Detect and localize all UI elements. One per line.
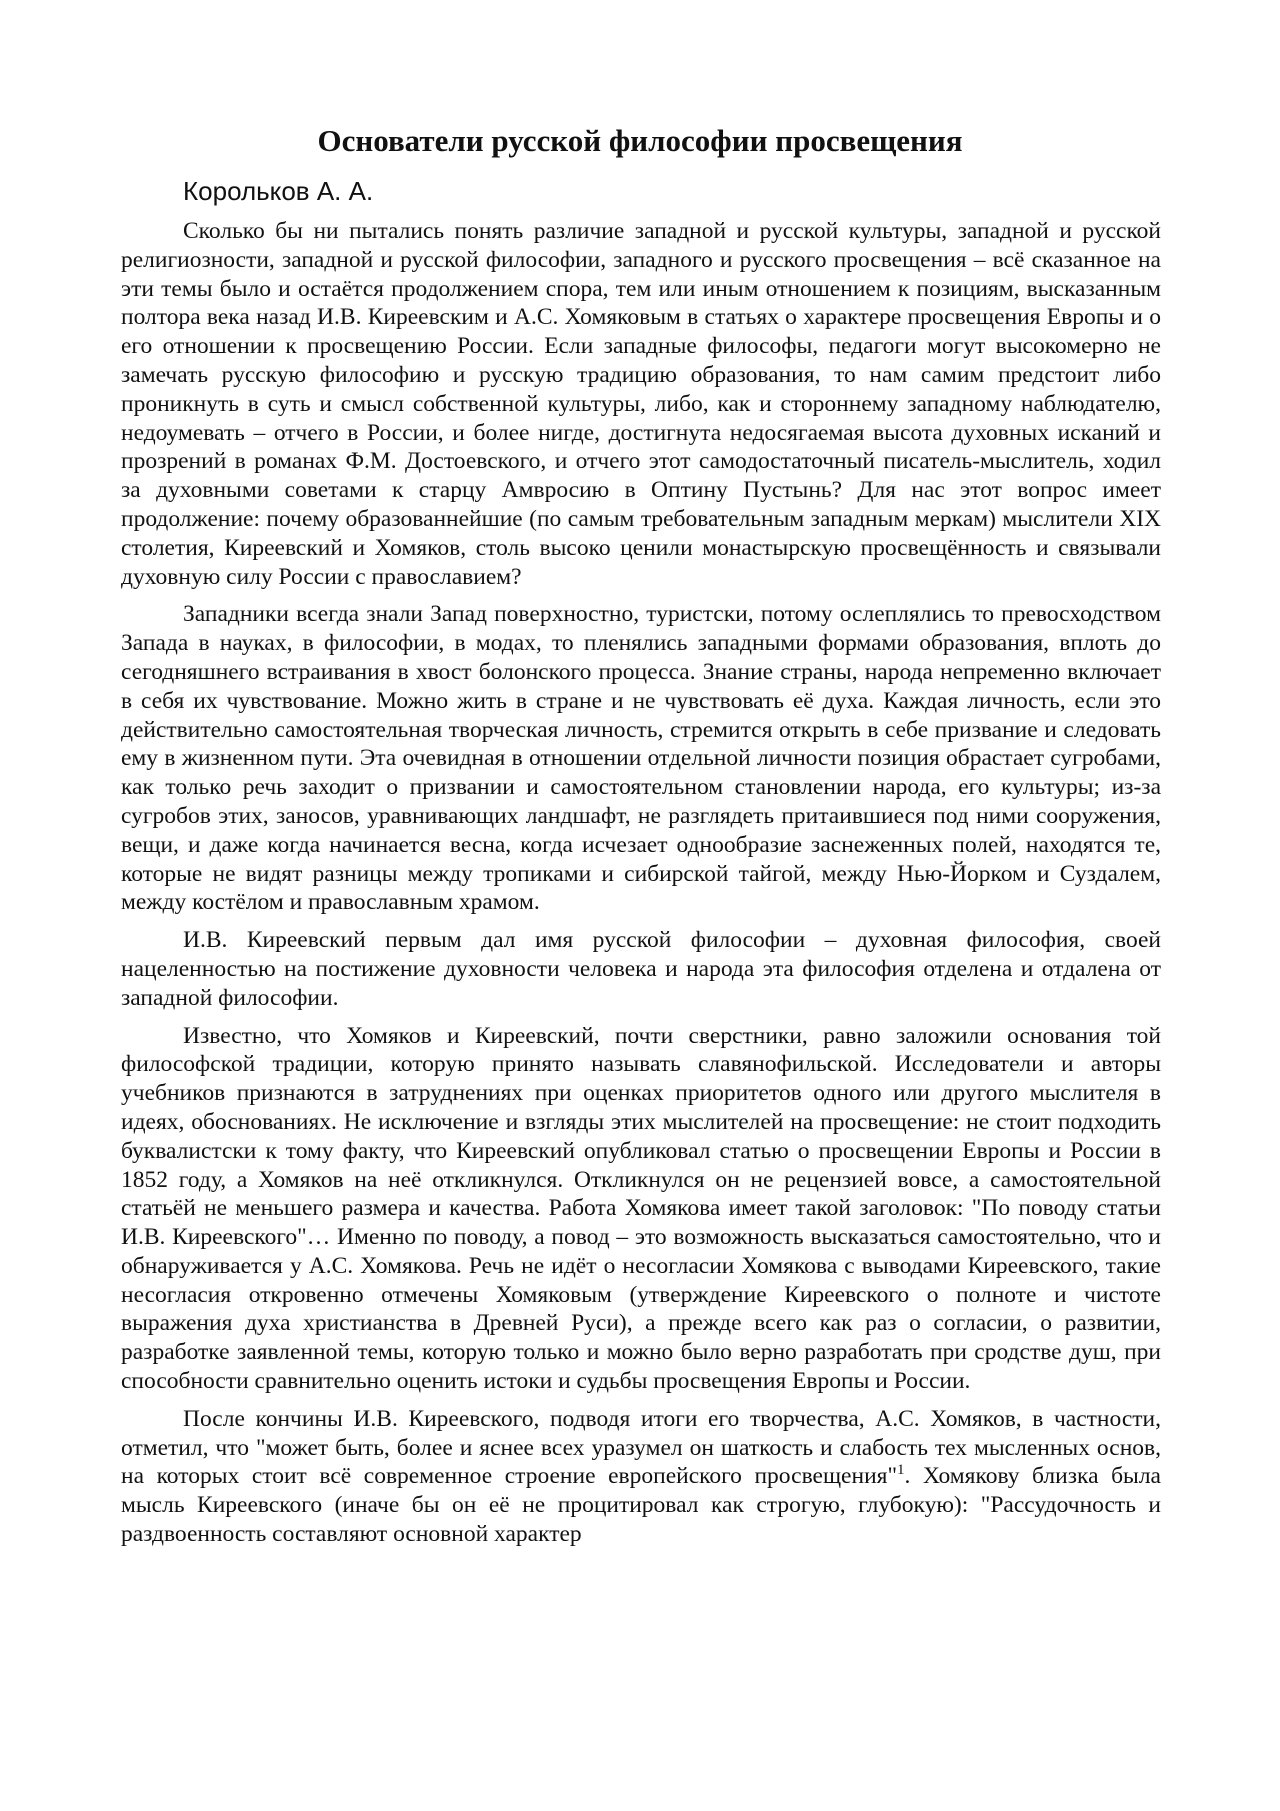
paragraph: Сколько бы ни пытались понять различие западной и русской культуры, западной и русской религиозности, западной и русской философии, западного и русского просвещения – всё сказанное на эти темы было и остаётся продолжением спора, тем или иным отношением к позициям, высказанным полтора века назад И.В. Киреевским и А.С. Хомяковым в статьях о характере просвещения Европы и о его отношении к просвещению России. Если западные философы, педагоги могут высокомерно не замечать русскую философию и русскую традицию образования, то нам самим предстоит либо проникнуть в суть и смысл собственной культуры, либо, как и стороннему западному наблюдателю, недоумевать – отчего в России, и более нигде, достигнута недосягаемая высота духовных исканий и прозрений в романах Ф.М. Достоевского, и отчего этот самодостаточный писатель-мыслитель, ходил за духовными советами к старцу Амвросию в Оптину Пустынь? Для нас этот вопрос имеет продолжение: почему образованнейшие (по самым требовательным западным меркам) мыслители XIX столетия, Киреевский и Хомяков, столь высоко ценили монастырскую просвещённость и связывали духовную силу России с православием? (121, 218, 1161, 590)
footnote-marker[interactable]: 1 (897, 1462, 905, 1479)
paragraph: Известно, что Хомяков и Киреевский, почти сверстники, равно заложили основания той философской традиции, которую принято называть славянофильской. Исследователи и авторы учебников признаются в затруднениях при оценках приоритетов одного или другого мыслителя в идеях, обоснованиях. Не исключение и взгляды этих мыслителей на просвещение: не стоит подходить буквалистски к тому факту, что Киреевский опубликовал статью о просвещении Европы и России в 1852 году, а Хомяков на неё откликнулся. Откликнулся он не рецензией вовсе, а самостоятельной статьёй не меньшего размера и качества. Работа Хомякова имеет такой заголовок: "По поводу статьи И.В. Киреевского"… Именно по поводу, а повод – это возможность высказаться самостоятельно, что и обнаруживается у А.С. Хомякова. Речь не идёт о несогласии Хомякова с выводами Киреевского, такие несогласия откровенно отмечены Хомяковым (утверждение Киреевского о полноте и чистоте выражения духа христианства в Древней Руси), а прежде всего как раз о согласии, о развитии, разработке заявленной темы, которую только и можно было верно разработать при сродстве душ, при способности сравнительно оценить истоки и судьбы просвещения Европы и России. (121, 1022, 1161, 1395)
author-name: Корольков А. А. (183, 176, 374, 206)
paragraph-text: . Хомякову близка была мысль Киреевского (иначе бы он её не процитировал как строгую, глубокую): "Рассудочность и раздвоенность составляют основной характер (121, 1463, 1161, 1548)
paragraph-text: После кончины И.В. Киреевского, подводя итоги его творчества, А.С. Хомяков, в частности, отметил, что "может быть, более и яснее всех уразумел он шаткость и слабость тех мысленных основ, на которых стоит всё современное строение европейского просвещения" (121, 1405, 1161, 1490)
paragraph-last (121, 1405, 1161, 1549)
paragraph: И.В. Киреевский первым дал имя русской философии – духовная философия, своей нацеленностью на постижение духовности человека и народа эта философия отделена и отдалена от западной философии. (121, 927, 1161, 1011)
article-body (121, 217, 1161, 1558)
page-title: Основатели русской философии просвещения (317, 123, 963, 158)
paragraph: Западники всегда знали Запад поверхностно, туристски, потому ослеплялись то превосходством Запада в науках, в философии, в модах, то пленялись западными формами образования, вплоть до сегодняшнего встраивания в хвост болонского процесса. Знание страны, народа непременно включает в себя их чувствование. Можно жить в стране и не чувствовать её духа. Каждая личность, если это действительно самостоятельная творческая личность, стремится открыть в себе призвание и следовать ему в жизненном пути. Эта очевидная в отношении отдельной личности позиция обрастает сугробами, как только речь заходит о призвании и самостоятельном становлении народа, его культуры; из-за сугробов этих, заносов, уравнивающих ландшафт, не разглядеть притаившиеся под ними сооружения, вещи, и даже когда начинается весна, когда исчезает однообразие заснеженных полей, находятся те, которые не видят разницы между тропиками и сибирской тайгой, между Нью-Йорком и Суздалем, между костёлом и православным храмом. (121, 601, 1161, 916)
